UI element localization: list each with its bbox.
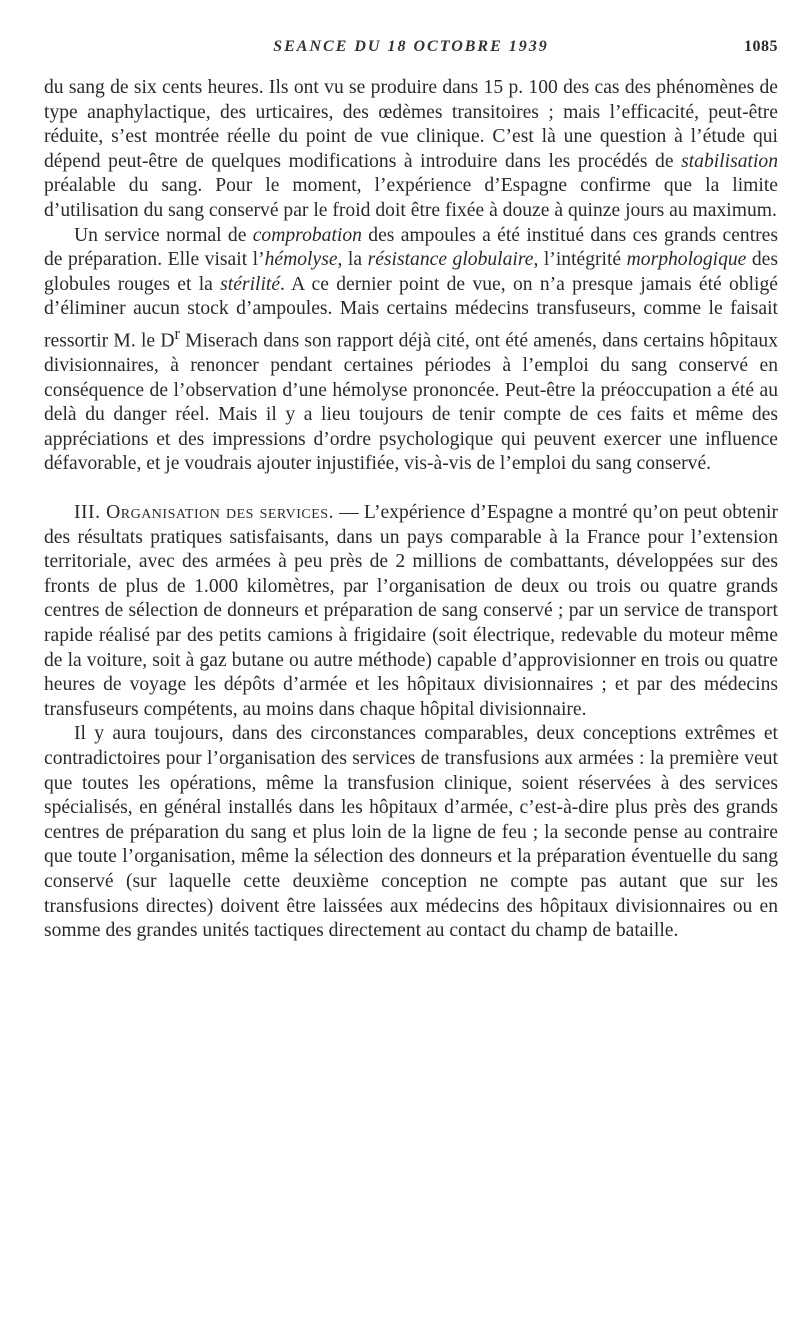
italic-term: résistance globulaire [367, 249, 534, 271]
paragraph-conceptions [44, 722, 778, 943]
text-run: Miserach dans son rapport déjà cité, ont été amenés, dans certains hôpitaux divisionnaires, à renoncer pendant certaines périodes à l’emploi du sang conservé en conséquence de l’observation d’une hémolyse prononcée. Peut-être la préoccupation a été au delà du danger réel. Mais il y a lieu toujours de tenir compte de ces faits et même des appréciations et des impressions d’ordre psychologique qui peuvent exercer une influence défavorable, et je voudrais ajouter injustifiée, vis-à-vis de l’emploi du sang conservé. [44, 330, 778, 475]
text-run: des ampoules a été institué dans ces grands centres de préparation. Elle visait l’ [44, 224, 778, 271]
text-run: Il y aura toujours, dans des circonstances comparables, deux conceptions extrêmes et contradictoires pour l’organisation des services de transfusions aux armées : la première veut que toutes les opérations, même la transfusion clinique, soient réservées à des services spécialisés, en général installés dans les hôpitaux d’armée, c’est-à-dire plus près des grands centres de préparation du sang et plus loin de la ligne de feu ; la seconde pense au contraire que toute l’organisation, même la sélection des donneurs et la préparation éventuelle du sang conservé (sur laquelle cette deuxième conception ne compte pas autant que sur les transfusions directes) doivent être laissées aux médecins des hôpitaux divisionnaires ou en somme des grandes unités tactiques directement au contact du champ de bataille. [44, 723, 778, 942]
italic-term: hémolyse [264, 249, 338, 271]
text-run: — L’expérience d’Espagne a montré qu’on peut obtenir des résultats pratiques satisfaisants, dans un pays comparable à la France pour l’extension territoriale, avec des armées à peu près de 2 millions de combattants, développées sur des fronts de plus de 1.000 kilomètres, par l’organisation de deux ou trois ou quatre grands centres de sélection de donneurs et préparation de sang conservé ; par un service de transport rapide réalisé par des petits camions à frigidaire (soit électrique, redevable du moteur même de la voiture, soit à gaz butane ou autre méthode) capable d’approvisionner en trois ou quatre heures de voyage les dépôts d’armée et les hôpitaux divisionnaires ; et par des médecins transfuseurs compétents, au moins dans chaque hôpital divisionnaire. [44, 502, 778, 720]
text-run: préalable du sang. Pour le moment, l’expérience d’Espagne confirme que la limite d’utilisation du sang conservé par le froid doit être fixée à douze à quinze jours au maximum. [44, 175, 778, 221]
italic-term: morphologique [626, 249, 747, 271]
text-run: du sang de six cents heures. Ils ont vu se produire dans 15 p. 100 des cas des phénomènes de type anaphylactique, des urticaires, des œdèmes transitoires ; mais l’efficacité, peut-être réduite, s’est montrée réelle du point de vue clinique. C’est là une question à l’étude qui dépend peut-être de quelques modifications à introduire dans les procédés de [44, 77, 778, 172]
superscript: r [174, 323, 180, 343]
section-heading: III. Organisation des services. [74, 502, 334, 524]
running-title: SEANCE DU 18 OCTOBRE 1939 [273, 38, 549, 55]
running-header [44, 38, 778, 62]
text-run: . A ce dernier point de vue, on n’a presque jamais été obligé d’éliminer aucun stock d’ampoules. Mais certains médecins transfuseurs, comme le faisait ressortir M. le D [44, 273, 778, 352]
page-number: 1085 [744, 38, 778, 55]
paragraph-comprobation [44, 224, 778, 477]
italic-term: stabilisation [681, 150, 778, 172]
paragraph-continuation [44, 76, 778, 224]
text-run: des globules rouges et la [44, 249, 778, 295]
italic-term: comprobation [252, 224, 362, 246]
text-run: , l’intégrité [533, 249, 627, 271]
paragraph-section-III [44, 501, 778, 722]
body-text [44, 76, 778, 944]
text-run: Un service normal de [74, 224, 253, 246]
italic-term: stérilité [220, 273, 281, 295]
text-run: , la [337, 249, 368, 271]
